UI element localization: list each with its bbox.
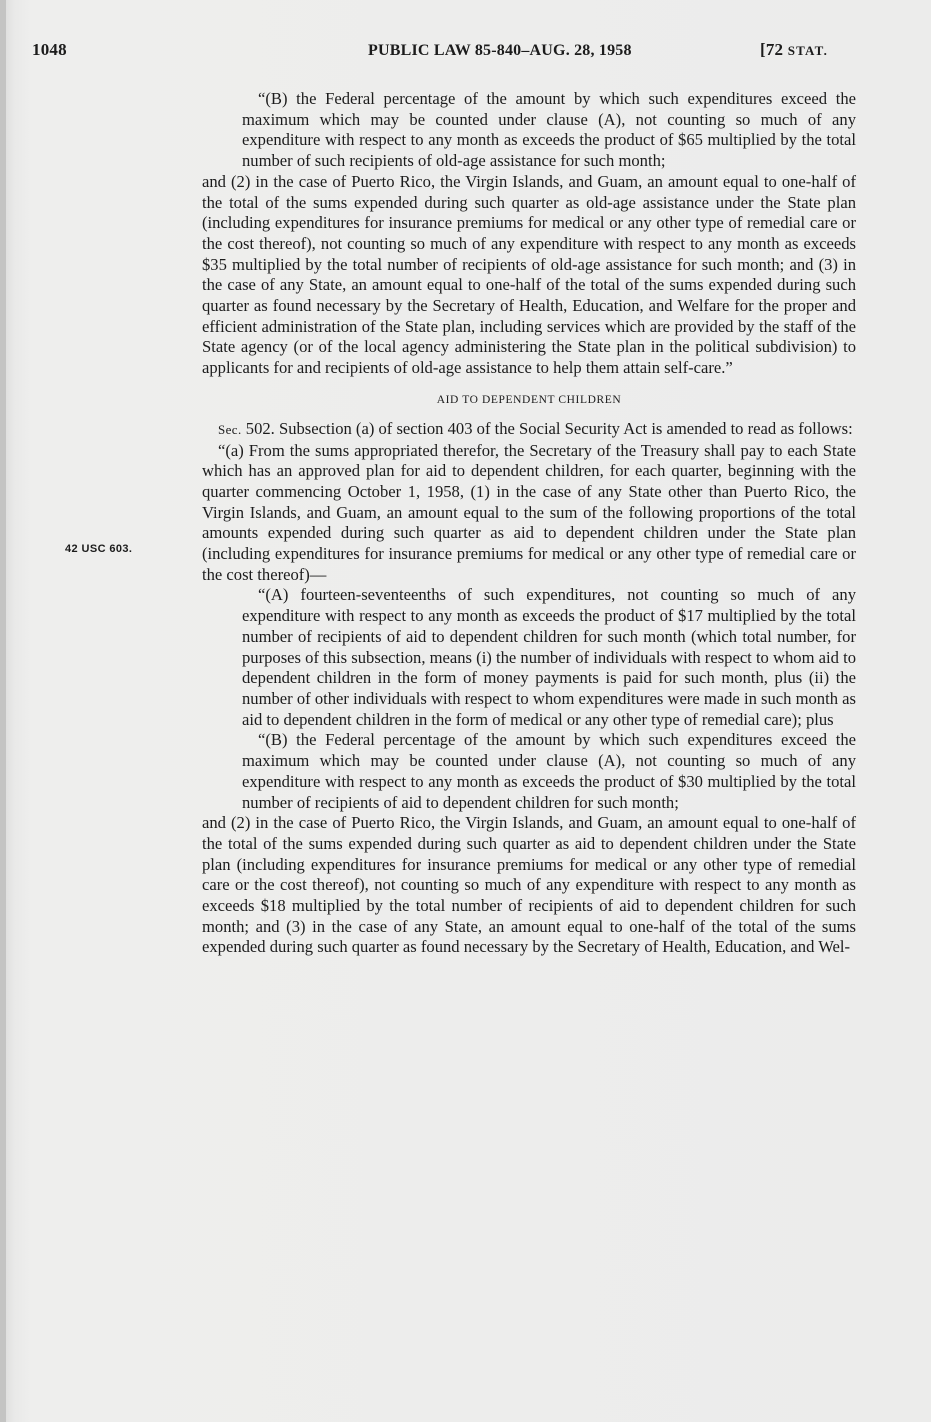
paragraph-clause-a: “(A) fourteen-seventeenths of such expenditures, not counting so much of any expenditure with respect to any month as exceeds the product of $17 multiplied by the total number of recipients of aid to dependent children for such month (which total number, for purposes of this subsection, means (i) the number of individuals with respect to whom aid to dependent children in the form of money payments is paid for such month, plus (ii) the number of other individuals with respect to whom expenditures were made in such month as aid to dependent children in the form of medical or any other type of remedial care); plus [242, 585, 856, 729]
statute-text [202, 89, 856, 958]
margin-citation: 42 USC 603. [65, 543, 133, 555]
paragraph-clause-b-dependent: “(B) the Federal percentage of the amount by which such expenditures exceed the maximum which may be counted under clause (A), not counting so much of any expenditure with respect to any month as exceeds the product of $30 multiplied by the total number of recipients of aid to dependent children for such month; [242, 730, 856, 812]
header-title: PUBLIC LAW 85-840–AUG. 28, 1958 [368, 42, 632, 59]
statute-word: STAT. [787, 43, 829, 58]
paragraph-clause-b-old-age: “(B) the Federal percentage of the amount by which such expenditures exceed the maximum which may be counted under clause (A), not counting so much of any expenditure with respect to any month as exceeds the product of $65 multiplied by the total number of such recipients of old-age assistance for such month; [242, 89, 856, 171]
paragraph-sec-502 [202, 419, 856, 441]
sec-502-text: 502. Subsection (a) of section 403 of the Social Security Act is amended to read as follows: [241, 418, 853, 438]
paragraph-puerto-rico-old-age: and (2) in the case of Puerto Rico, the Virgin Islands, and Guam, an amount equal to one-half of the total of the sums expended during such quarter as old-age assistance under the State plan (including expenditures for insurance premiums for medical or any other type of remedial care or the cost thereof), not counting so much of any expenditure with respect to any month as exceeds $35 multiplied by the total number of recipients of old-age assistance for such month; and (3) in the case of any State, an amount equal to one-half of the total of the sums expended during such quarter as found necessary by the Secretary of Health, Education, and Welfare for the proper and efficient administration of the State plan, including services which are provided by the staff of the State agency (or of the local agency administering the State plan in the political subdivision) to applicants for and recipients of old-age assistance to help them attain self-care.” [202, 171, 856, 378]
running-header [30, 40, 880, 66]
section-heading: AID TO DEPENDENT CHILDREN [436, 393, 622, 406]
page-number: 1048 [32, 40, 67, 59]
paragraph-subsection-a: “(a) From the sums appropriated therefor, the Secretary of the Treasury shall pay to each State which has an approved plan for aid to dependent children, for each quarter, beginning with the quarter commencing October 1, 1958, (1) in the case of any State other than Puerto Rico, the Virgin Islands, and Guam, an amount equal to the sum of the following proportions of the total amounts expended during such quarter as aid to dependent children under the State plan (including expenditures for insurance premiums for medical or any other type of remedial care or the cost thereof)— [202, 440, 856, 584]
paragraph-puerto-rico-dependent: and (2) in the case of Puerto Rico, the Virgin Islands, and Guam, an amount equal to one-half of the total of the sums expended during such quarter as aid to dependent children under the State plan (including expenditures for insurance premiums for medical or any other type of remedial care or the cost thereof), not counting so much of any expenditure with respect to any month as exceeds $18 multiplied by the total number of recipients of aid to dependent children for such month; and (3) in the case of any State, an amount equal to one-half of the total of the sums expended during such quarter as found necessary by the Secretary of Health, Education, and Wel- [202, 813, 856, 957]
statute-reference [760, 40, 828, 60]
statute-bracket: [72 [760, 40, 788, 59]
page-edge-shadow [0, 0, 6, 1422]
sec-label: Sec. [218, 421, 242, 437]
